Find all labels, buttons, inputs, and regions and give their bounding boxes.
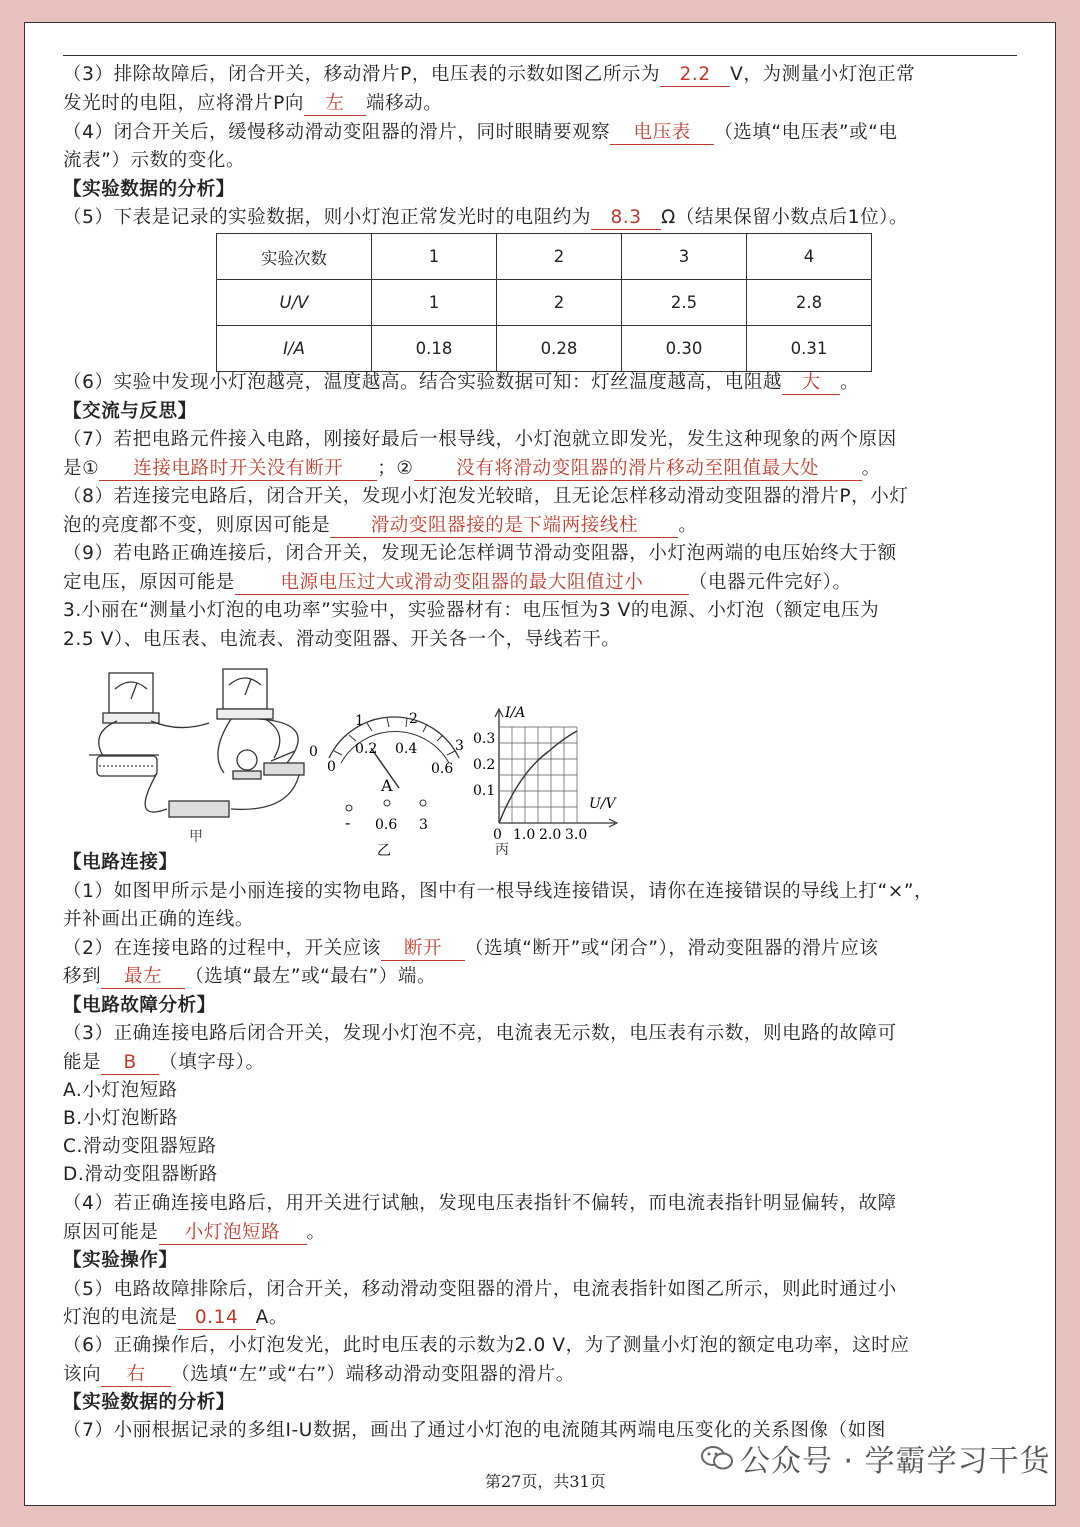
- section-heading: 【实验数据的分析】: [63, 1392, 235, 1413]
- q3-line-1: 3.小丽在“测量小灯泡的电功率”实验中，实验器材有：电压恒为3 V的电源、小灯泡（额定电压为: [63, 600, 880, 621]
- section-heading: 【实验操作】: [63, 1250, 178, 1271]
- q2-line-8: 是① 连接电路时开关没有断开 ；② 没有将滑动变阻器的滑片移动至阻值最大处 。: [63, 458, 881, 479]
- svg-text:0.4: 0.4: [395, 741, 418, 757]
- svg-text:3.0: 3.0: [565, 827, 588, 843]
- figures: [59, 663, 619, 859]
- q3-line-14: 该向 右 （选填“左”或“右”）端移动滑动变阻器的滑片。: [63, 1364, 575, 1385]
- svg-text:2: 2: [409, 711, 418, 727]
- answer-blank: 没有将滑动变阻器的滑片移动至阻值最大处: [414, 458, 862, 481]
- q2-line-2: 发光时的电阻，应将滑片P向 左 端移动。: [63, 93, 443, 114]
- answer-blank: 连接电路时开关没有断开: [99, 458, 377, 481]
- answer-blank: B: [101, 1052, 159, 1075]
- svg-text:1.0: 1.0: [513, 827, 536, 843]
- q2-line-4: 流表”）示数的变化。: [63, 150, 246, 171]
- q3-line-15: （7）小丽根据记录的多组I-U数据，画出了通过小灯泡的电流随其两端电压变化的关系图像（如图: [63, 1420, 886, 1441]
- q3-line-6: 移到 最左 （选填“最左”或“最右”）端。: [63, 966, 437, 987]
- svg-text:0: 0: [493, 827, 502, 843]
- answer-blank: 左: [304, 93, 366, 116]
- option-d: D.滑动变阻器断路: [63, 1164, 219, 1185]
- fig-label-jia: 甲: [189, 829, 203, 845]
- option-a: A.小灯泡短路: [63, 1080, 178, 1101]
- svg-text:0: 0: [327, 759, 336, 775]
- answer-blank: 电源电压过大或滑动变阻器的最大阻值过小: [235, 572, 689, 595]
- answer-blank: 电压表: [610, 122, 714, 145]
- section-heading: 【实验数据的分析】: [63, 179, 235, 200]
- svg-text:0.1: 0.1: [473, 783, 496, 799]
- svg-text:1: 1: [355, 713, 364, 729]
- answer-blank: 8.3: [591, 207, 661, 230]
- svg-text:0: 0: [309, 744, 318, 760]
- answer-blank: 2.2: [660, 64, 730, 87]
- q3-line-10: 原因可能是 小灯泡短路 。: [63, 1222, 326, 1243]
- svg-text:0.2: 0.2: [473, 757, 496, 773]
- answer-blank: 滑动变阻器接的是下端两接线柱: [330, 515, 678, 538]
- answer-blank: 右: [101, 1364, 171, 1387]
- answer-blank: 小灯泡短路: [159, 1222, 307, 1245]
- answer-blank: 0.14: [178, 1307, 256, 1330]
- q2-line-1: （3）排除故障后，闭合开关，移动滑片P，电压表的示数如图乙所示为 2.2 V，为测量小灯泡正常: [63, 64, 916, 85]
- section-heading: 【电路故障分析】: [63, 995, 216, 1016]
- answer-blank: 最左: [101, 966, 185, 989]
- page-number: 第27页，共31页: [485, 1472, 606, 1491]
- q2-line-7: （7）若把电路元件接入电路，刚接好最后一根导线，小灯泡就立即发光，发生这种现象的两个原因: [63, 429, 897, 450]
- svg-text:2.0: 2.0: [539, 827, 562, 843]
- table-row: I/A 0.18 0.28 0.30 0.31: [217, 326, 872, 372]
- q2-line-3: （4）闭合开关后，缓慢移动滑动变阻器的滑片，同时眼睛要观察 电压表 （选填“电压表”或“电: [63, 122, 898, 143]
- q3-line-3: （1）如图甲所示是小丽连接的实物电路，图中有一根导线连接错误，请你在连接错误的导线上打“×”，: [63, 881, 934, 902]
- q2-line-12: 定电压，原因可能是 电源电压过大或滑动变阻器的最大阻值过小 （电器元件完好）。: [63, 572, 852, 593]
- section-heading: 【交流与反思】: [63, 401, 197, 422]
- fig-label-yi: 乙: [377, 843, 391, 859]
- q3-line-4: 并补画出正确的连线。: [63, 909, 255, 930]
- top-rule: [63, 55, 1017, 56]
- table-row: 实验次数 1 2 3 4: [217, 234, 872, 280]
- q3-line-8: 能是 B （填字母）。: [63, 1052, 265, 1073]
- svg-text:0.3: 0.3: [473, 731, 496, 747]
- table-row: U/V 1 2 2.5 2.8: [217, 280, 872, 326]
- q3-line-13: （6）正确操作后，小灯泡发光，此时电压表的示数为2.0 V，为了测量小灯泡的额定电功率，这时应: [63, 1335, 910, 1356]
- circuit-figure: [89, 669, 304, 817]
- svg-text:3: 3: [455, 738, 464, 754]
- answer-blank: 大: [782, 372, 840, 395]
- svg-text:0.6: 0.6: [431, 761, 454, 777]
- fig-label-bing: 丙: [495, 842, 509, 858]
- svg-text:0.2: 0.2: [355, 741, 378, 757]
- q3-line-12: 灯泡的电流是 0.14 A。: [63, 1307, 288, 1328]
- svg-text:U/V: U/V: [589, 796, 616, 812]
- svg-text:I/A: I/A: [505, 705, 526, 721]
- q3-line-11: （5）电路故障排除后，闭合开关，移动滑动变阻器的滑片，电流表指针如图乙所示，则此时通过小: [63, 1279, 897, 1300]
- q3-line-2: 2.5 V）、电压表、电流表、滑动变阻器、开关各一个，导线若干。: [63, 629, 621, 650]
- data-table: [216, 233, 872, 372]
- q2-line-11: （9）若电路正确连接后，闭合开关，发现无论怎样调节滑动变阻器，小灯泡两端的电压始终大于额: [63, 543, 897, 564]
- q2-line-5: （5）下表是记录的实验数据，则小灯泡正常发光时的电阻约为 8.3 Ω（结果保留小数点后1位）。: [63, 207, 909, 228]
- q3-line-9: （4）若正确连接电路后，用开关进行试触，发现电压表指针不偏转，而电流表指针明显偏转，故障: [63, 1193, 897, 1214]
- q3-line-7: （3）正确连接电路后闭合开关，发现小灯泡不亮，电流表无示数，电压表有示数，则电路的故障可: [63, 1023, 897, 1044]
- svg-text:A: A: [381, 776, 393, 795]
- q2-line-10: 泡的亮度都不变，则原因可能是 滑动变阻器接的是下端两接线柱 。: [63, 515, 698, 536]
- option-c: C.滑动变阻器短路: [63, 1136, 217, 1157]
- answer-blank: 断开: [381, 938, 465, 961]
- option-b: B.小灯泡断路: [63, 1108, 179, 1129]
- section-heading: 【电路连接】: [63, 852, 178, 873]
- q3-line-5: （2）在连接电路的过程中，开关应该 断开 （选填“断开”或“闭合”），滑动变阻器的滑片应该: [63, 938, 879, 959]
- watermark: 公众号 · 学霸学习干货: [700, 1436, 1051, 1480]
- q2-line-9: （8）若连接完电路后，闭合开关，发现小灯泡发光较暗，且无论怎样移动滑动变阻器的滑片P，小灯: [63, 486, 909, 507]
- document-page: [24, 22, 1056, 1506]
- wechat-icon: [700, 1444, 734, 1472]
- q2-line-6: （6）实验中发现小灯泡越亮，温度越高。结合实验数据可知：灯丝温度越高，电阻越 大 。: [63, 372, 860, 393]
- svg-text:3: 3: [419, 817, 428, 833]
- svg-text:-: -: [345, 813, 351, 832]
- svg-text:0.6: 0.6: [375, 817, 398, 833]
